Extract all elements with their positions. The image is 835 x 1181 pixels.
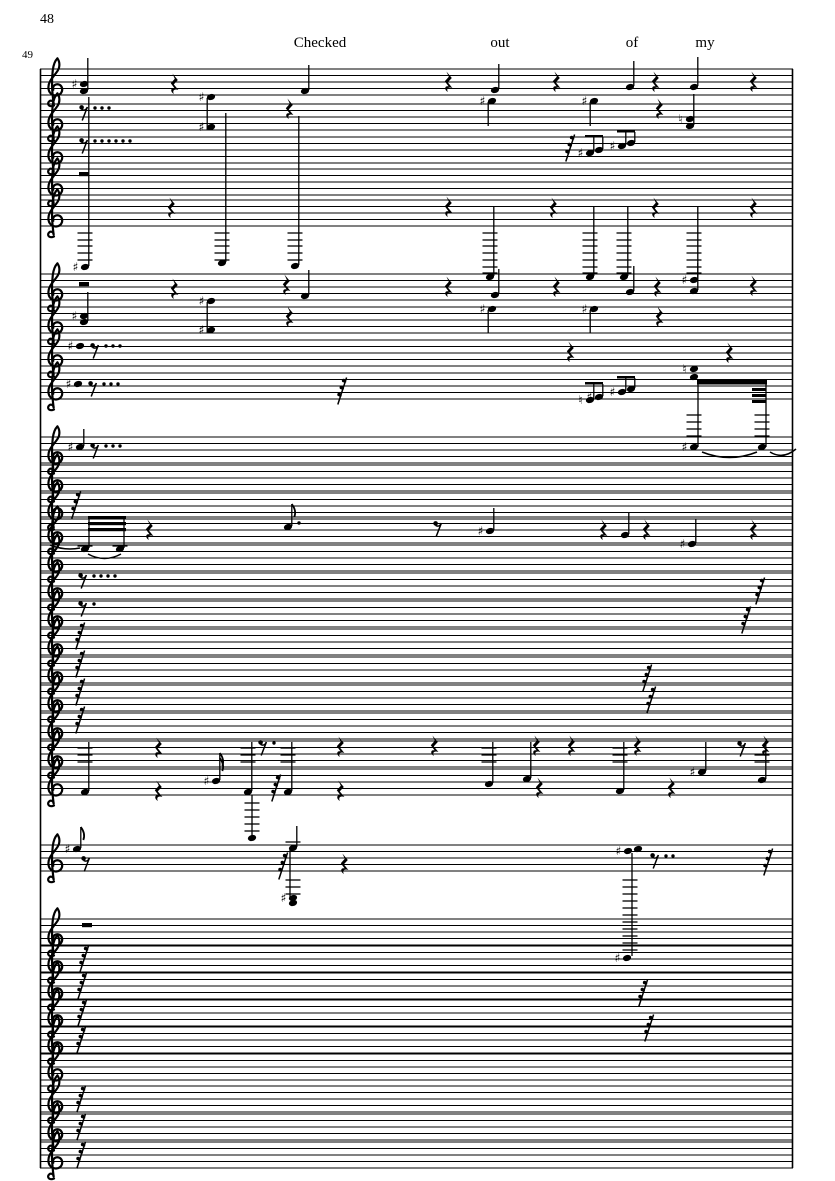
svg-text:♯: ♯	[65, 377, 72, 392]
svg-text:♯: ♯	[71, 309, 78, 324]
svg-text:♯: ♯	[203, 774, 210, 789]
svg-text:♯: ♯	[477, 524, 484, 539]
svg-text:♯: ♯	[681, 273, 688, 288]
lyric-word: my	[695, 35, 715, 51]
measure-number: 49	[22, 49, 33, 61]
svg-text:♯: ♯	[198, 323, 205, 338]
svg-text:♯: ♯	[609, 139, 616, 154]
svg-text:♯: ♯	[615, 844, 622, 859]
svg-text:♯: ♯	[581, 94, 588, 109]
svg-text:♯: ♯	[479, 302, 486, 317]
svg-text:♯: ♯	[614, 951, 621, 966]
svg-text:♯: ♯	[577, 146, 584, 161]
svg-text:♮: ♮	[678, 112, 683, 127]
lyric-word: Checked	[293, 35, 347, 51]
svg-text:♯: ♯	[586, 390, 593, 405]
svg-text:♯: ♯	[64, 842, 71, 857]
svg-text:♮: ♮	[682, 362, 687, 377]
lyric-word: of	[625, 35, 639, 51]
svg-text:♯: ♯	[609, 385, 616, 400]
svg-text:♯: ♯	[67, 440, 74, 455]
svg-text:♯: ♯	[67, 339, 74, 354]
svg-text:♯: ♯	[681, 440, 688, 455]
svg-text:♮: ♮	[578, 393, 583, 408]
svg-text:♯: ♯	[198, 90, 205, 105]
svg-text:♯: ♯	[689, 765, 696, 780]
lyric-word: out	[490, 35, 510, 51]
svg-text:♯: ♯	[679, 537, 686, 552]
page-number: 48	[40, 12, 54, 27]
svg-text:♯: ♯	[72, 260, 79, 275]
svg-text:♯: ♯	[280, 891, 287, 906]
svg-text:♯: ♯	[479, 94, 486, 109]
svg-text:♯: ♯	[71, 77, 78, 92]
svg-text:♯: ♯	[198, 294, 205, 309]
svg-text:♯: ♯	[198, 120, 205, 135]
svg-text:♯: ♯	[581, 302, 588, 317]
